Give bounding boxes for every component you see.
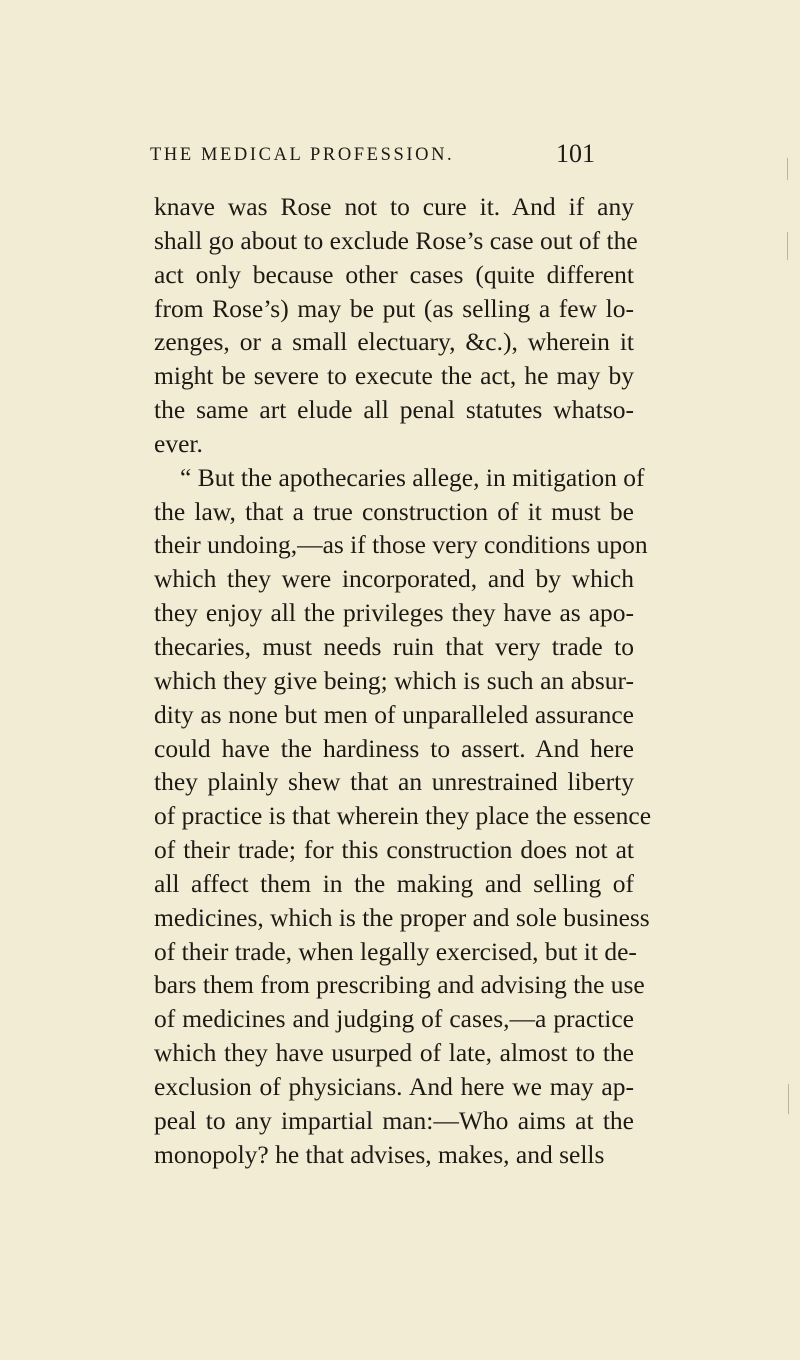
body-text [154,190,652,1171]
text-line: thecaries, must needs ruin that very trade to [154,631,634,661]
text-line: shall go about to exclude Rose’s case out of the [154,225,638,255]
text-line: they plainly shew that an unrestrained liberty [154,767,634,797]
text-line: peal to any impartial man:—Who aims at the [154,1105,634,1135]
text-line: zenges, or a small electuary, &c.), wherein it [154,327,634,357]
text-line: of practice is that wherein they place the essence [154,801,652,831]
page-number: 101 [556,139,595,168]
text-line: “ But the apothecaries allege, in mitigation of [180,462,645,492]
page-edge-mark [788,1084,789,1114]
text-line: dity as none but men of unparalleled assurance [154,699,634,729]
page-edge-mark [787,232,788,260]
text-line: of medicines and judging of cases,—a practice [154,1004,634,1034]
text-line: bars them from prescribing and advising the use [154,970,645,1000]
text-line: of their trade, when legally exercised, but it de- [154,936,637,966]
text-line: they enjoy all the privileges they have as apo- [154,598,634,628]
text-line: could have the hardiness to assert. And here [154,733,634,763]
page-edge-mark [787,158,788,180]
text-line: act only because other cases (quite different [154,259,634,289]
text-line: from Rose’s) may be put (as selling a few lo- [154,293,634,323]
text-line: of their trade; for this construction does not at [154,835,634,865]
text-line: ever. [154,428,203,458]
text-line: which they give being; which is such an absur- [154,665,634,695]
text-line: medicines, which is the proper and sole business [154,902,650,932]
running-title: THE MEDICAL PROFESSION. [150,145,455,165]
text-line: the same art elude all penal statutes whatso- [154,395,634,425]
text-line: exclusion of physicians. And here we may ap- [154,1071,634,1101]
text-line: knave was Rose not to cure it. And if any [154,192,634,221]
text-line: monopoly? he that advises, makes, and sells [154,1139,605,1169]
text-line: all affect them in the making and selling of [154,868,634,898]
text-line: the law, that a true construction of it must be [154,496,634,526]
text-line: which they were incorporated, and by which [154,564,634,594]
text-line: their undoing,—as if those very conditions upon [154,530,648,560]
text-line: might be severe to execute the act, he may by [154,361,634,391]
running-head [0,139,800,185]
text-line: which they have usurped of late, almost to the [154,1038,634,1068]
